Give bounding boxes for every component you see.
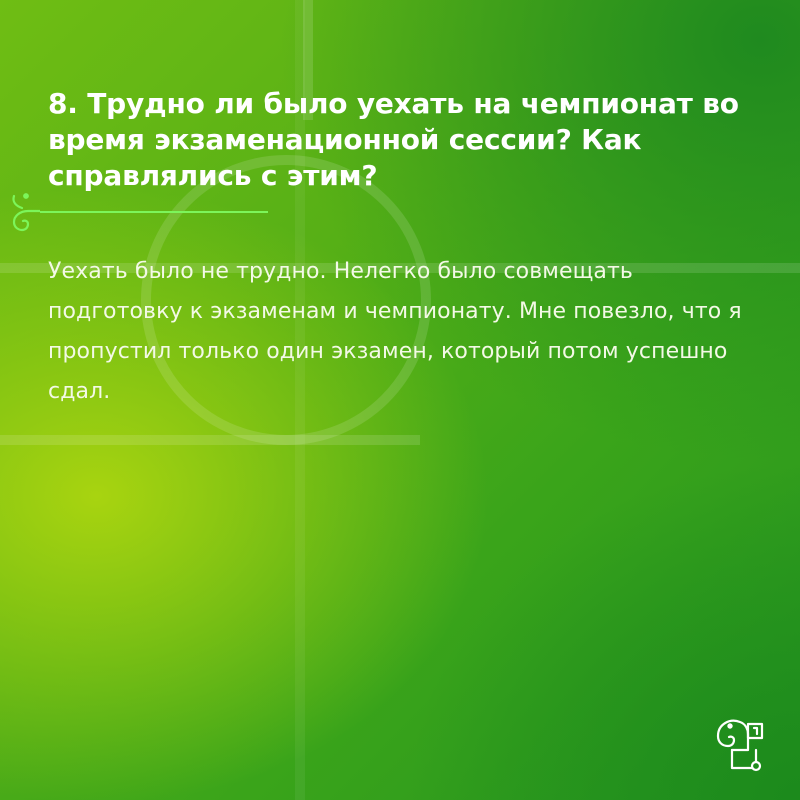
accent-divider <box>40 211 268 213</box>
question-heading: 8. Трудно ли было уехать на чемпионат во время экзаменационной сессии? Как справлялись с этим? <box>48 87 739 192</box>
chameleon-logo-icon <box>712 712 772 774</box>
answer-text: Уехать было не трудно. Нелегко было совмещать подготовку к экзаменам и чемпионату. Мне повезло, что я пропустил только один экзамен, который потом успешно сдал. <box>48 259 742 404</box>
chameleon-tail-icon <box>6 186 40 232</box>
